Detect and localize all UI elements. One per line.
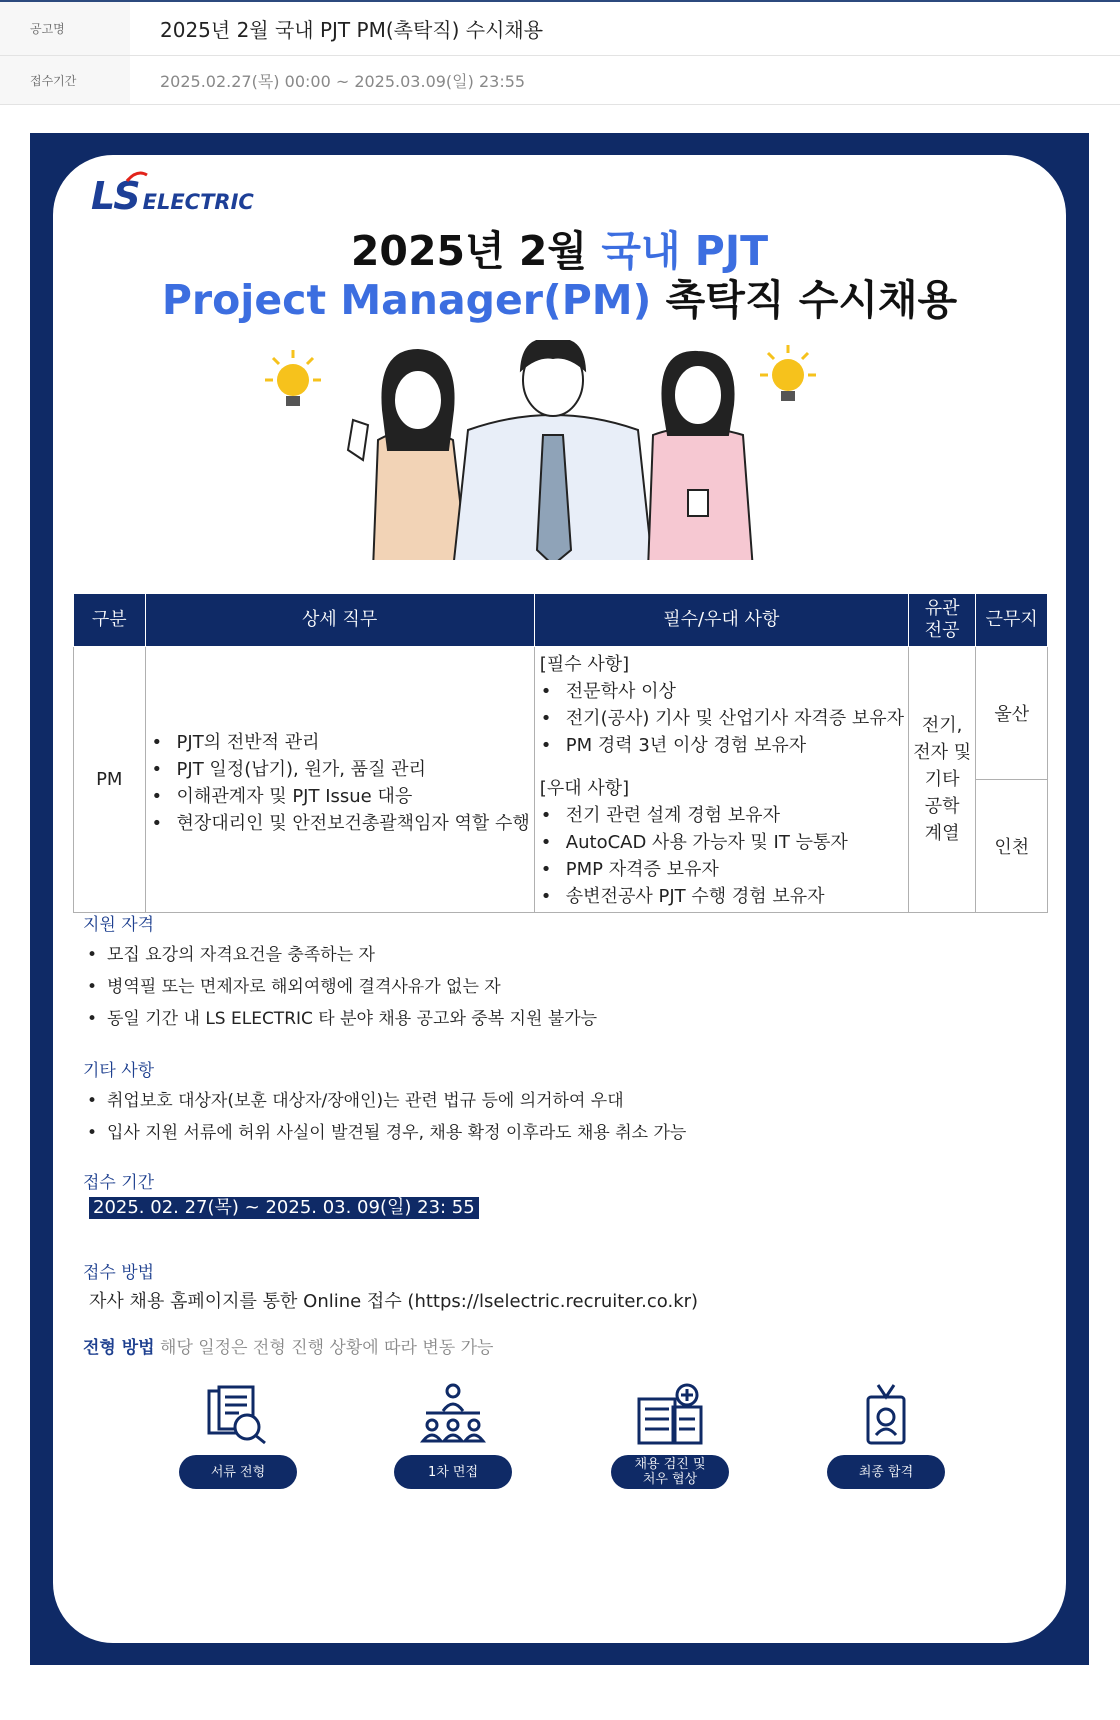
- preferred-item: • 전기 관련 설계 경험 보유자: [536, 802, 907, 829]
- method-text-end: ): [691, 1291, 699, 1312]
- header-category: 구분: [74, 594, 146, 647]
- preferred-title: [우대 사항]: [539, 778, 630, 799]
- recruit-url-link[interactable]: https://lselectric.recruiter.co.kr: [414, 1291, 692, 1312]
- qualification-item: • 모집 요강의 자격요건을 충족하는 자: [83, 939, 597, 971]
- job-poster: [30, 133, 1089, 1665]
- step-health-check: [611, 1383, 729, 1489]
- process-title: 전형 방법: [83, 1338, 155, 1358]
- woman-left: [348, 350, 468, 560]
- qualification-item: • 동일 기간 내 LS ELECTRIC 타 분야 채용 공고와 중복 지원 불가능: [83, 1003, 597, 1035]
- title-line2-a: Project Manager(PM): [161, 276, 652, 325]
- preferred-item: • AutoCAD 사용 가능자 및 IT 능통자: [536, 829, 907, 856]
- hospital-icon: [635, 1383, 705, 1445]
- posting-meta: [0, 0, 1120, 105]
- job-location-2: 인천: [976, 780, 1048, 913]
- process-section: [83, 1333, 493, 1358]
- job-table: [73, 593, 1048, 913]
- period-value: 2025. 02. 27(목) ~ 2025. 03. 09(일) 23: 55: [89, 1197, 479, 1219]
- preferred-item: • PMP 자격증 보유자: [536, 856, 907, 883]
- etc-section: [83, 1056, 686, 1149]
- etc-item: • 취업보호 대상자(보훈 대상자/장애인)는 관련 법규 등에 의거하여 우대: [83, 1085, 686, 1117]
- staff-illustration: [253, 340, 853, 560]
- duty-item: • 현장대리인 및 안전보건총괄책임자 역할 수행: [147, 810, 533, 837]
- job-duties-cell: [145, 647, 534, 913]
- interview-icon: [418, 1383, 488, 1445]
- step-final: [827, 1383, 945, 1489]
- qualification-title: 지원 자격: [83, 915, 155, 935]
- period-section: [83, 1168, 479, 1219]
- meta-period-label: 접수기간: [0, 56, 130, 104]
- process-note: 해당 일정은 전형 진행 상황에 따라 변동 가능: [160, 1338, 494, 1358]
- job-location-1: 울산: [976, 647, 1048, 780]
- required-item: • 전문학사 이상: [536, 678, 907, 705]
- meta-period-row: [0, 56, 1120, 105]
- posting-period: 2025.02.27(목) 00:00 ~ 2025.03.09(일) 23:55: [160, 71, 526, 91]
- id-badge-icon: [851, 1383, 921, 1445]
- job-requirements-cell: [534, 647, 908, 913]
- required-title: [필수 사항]: [539, 654, 630, 675]
- required-list: [536, 678, 907, 759]
- preferred-list: [536, 802, 907, 910]
- job-major: 전기, 전자 및 기타 공학 계열: [908, 647, 976, 913]
- lightbulb-icon-left: [265, 350, 321, 406]
- step-label: 1차 면접: [394, 1455, 512, 1489]
- etc-title: 기타 사항: [83, 1061, 155, 1081]
- posting-title: 2025년 2월 국내 PJT PM(촉탁직) 수시채용: [160, 18, 544, 42]
- header-location: 근무지: [976, 594, 1048, 647]
- step-label: 채용 검진 및 처우 협상: [611, 1455, 729, 1489]
- step-label: 서류 전형: [179, 1455, 297, 1489]
- job-row: [74, 647, 1048, 780]
- logo-electric-text: ELECTRIC: [142, 190, 254, 214]
- method-title: 접수 방법: [83, 1263, 155, 1283]
- poster-title: [53, 227, 1066, 325]
- duty-item: • PJT 일정(납기), 원가, 품질 관리: [147, 756, 533, 783]
- qualification-section: [83, 910, 597, 1035]
- header-requirements: 필수/우대 사항: [534, 594, 908, 647]
- title-line2-b: 촉탁직 수시채용: [651, 276, 958, 325]
- step-label: 최종 합격: [827, 1455, 945, 1489]
- woman-right: [648, 352, 753, 560]
- man-center: [453, 340, 653, 560]
- ls-electric-logo: [91, 174, 254, 218]
- title-line1-b: 국내 PJT: [601, 227, 769, 275]
- duty-item: • 이해관계자 및 PJT Issue 대응: [147, 783, 533, 810]
- step-interview: [394, 1383, 512, 1489]
- method-section: [83, 1258, 698, 1317]
- logo-swoosh-icon: [125, 171, 149, 183]
- step-document: [179, 1383, 297, 1489]
- document-screening-icon: [203, 1383, 273, 1445]
- title-line1-a: 2025년 2월: [350, 227, 602, 275]
- qualification-item: • 병역필 또는 면제자로 해외여행에 결격사유가 없는 자: [83, 971, 597, 1003]
- job-category: PM: [74, 647, 146, 913]
- duty-item: • PJT의 전반적 관리: [147, 729, 533, 756]
- period-title: 접수 기간: [83, 1173, 155, 1193]
- meta-title-row: [0, 2, 1120, 56]
- header-duties: 상세 직무: [145, 594, 534, 647]
- duties-list: [147, 729, 533, 837]
- poster-card: [53, 155, 1066, 1643]
- etc-item: • 입사 지원 서류에 허위 사실이 발견될 경우, 채용 확정 이후라도 채용 취소 가능: [83, 1117, 686, 1149]
- required-item: • PM 경력 3년 이상 경험 보유자: [536, 732, 907, 759]
- lightbulb-icon-right: [760, 345, 816, 401]
- required-item: • 전기(공사) 기사 및 산업기사 자격증 보유자: [536, 705, 907, 732]
- preferred-item: • 송변전공사 PJT 수행 경험 보유자: [536, 883, 907, 910]
- logo-ls-text: LS: [91, 174, 139, 218]
- header-major: 유관 전공: [908, 594, 976, 647]
- meta-title-label: 공고명: [0, 2, 130, 55]
- job-table-header: [74, 594, 1048, 647]
- method-text: 자사 채용 홈페이지를 통한 Online 접수 (: [89, 1291, 415, 1312]
